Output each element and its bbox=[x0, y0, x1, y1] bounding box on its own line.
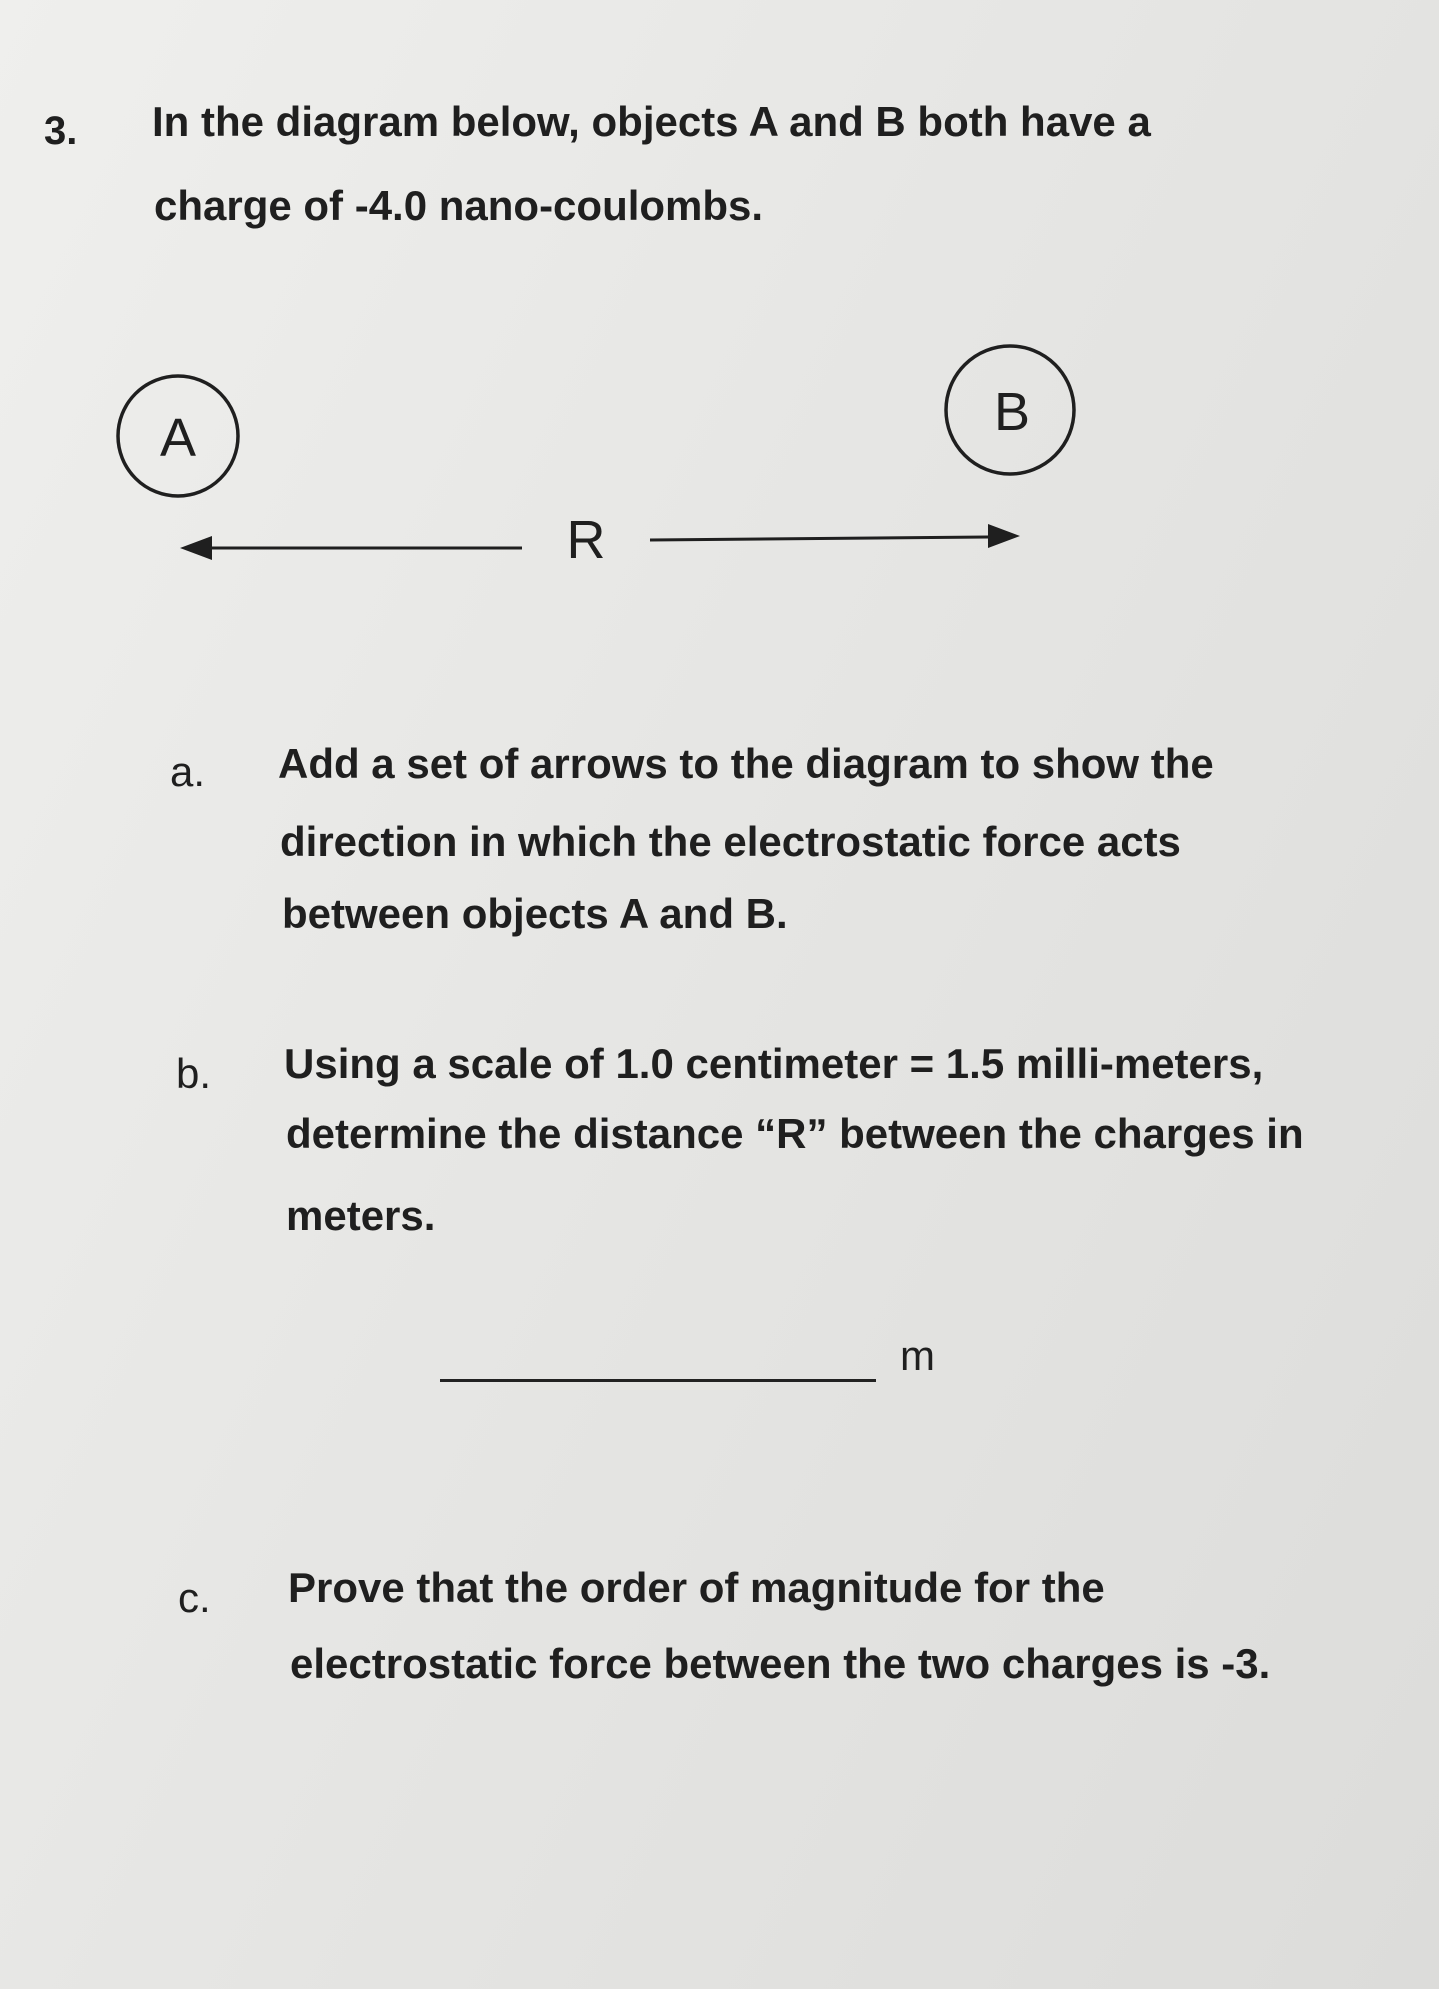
part-a-line-1: Add a set of arrows to the diagram to show the bbox=[278, 740, 1214, 787]
part-b-line-1: Using a scale of 1.0 centimeter = 1.5 milli-meters, bbox=[284, 1040, 1264, 1087]
distance-arrow-right-shaft bbox=[650, 537, 988, 540]
part-b-marker: b. bbox=[176, 1050, 212, 1097]
part-a-line-2: direction in which the electrostatic force acts bbox=[280, 818, 1181, 865]
question-line-1: In the diagram below, objects A and B both have a bbox=[152, 98, 1151, 145]
question-number: 3. bbox=[44, 109, 78, 153]
part-a-line-3: between objects A and B. bbox=[282, 890, 788, 937]
object-b bbox=[946, 346, 1074, 474]
arrow-right-head-icon bbox=[988, 524, 1020, 548]
question-line-2: charge of -4.0 nano-coulombs. bbox=[154, 182, 764, 229]
part-a-marker: a. bbox=[170, 748, 206, 795]
answer-blank[interactable] bbox=[440, 1379, 876, 1382]
part-c-line-1: Prove that the order of magnitude for the bbox=[288, 1564, 1105, 1611]
object-a bbox=[118, 376, 238, 496]
distance-arrow bbox=[180, 510, 1020, 570]
arrow-left-head-icon bbox=[180, 536, 212, 560]
part-c-line-2: electrostatic force between the two charges is -3. bbox=[290, 1640, 1271, 1687]
answer-unit: m bbox=[900, 1332, 935, 1379]
part-c-marker: c. bbox=[178, 1574, 211, 1621]
distance-label: R bbox=[566, 510, 606, 570]
part-b-line-3: meters. bbox=[286, 1192, 436, 1239]
object-b-label: B bbox=[993, 382, 1031, 442]
part-b-line-2: determine the distance “R” between the charges in bbox=[286, 1110, 1304, 1157]
object-a-label: A bbox=[159, 408, 197, 468]
